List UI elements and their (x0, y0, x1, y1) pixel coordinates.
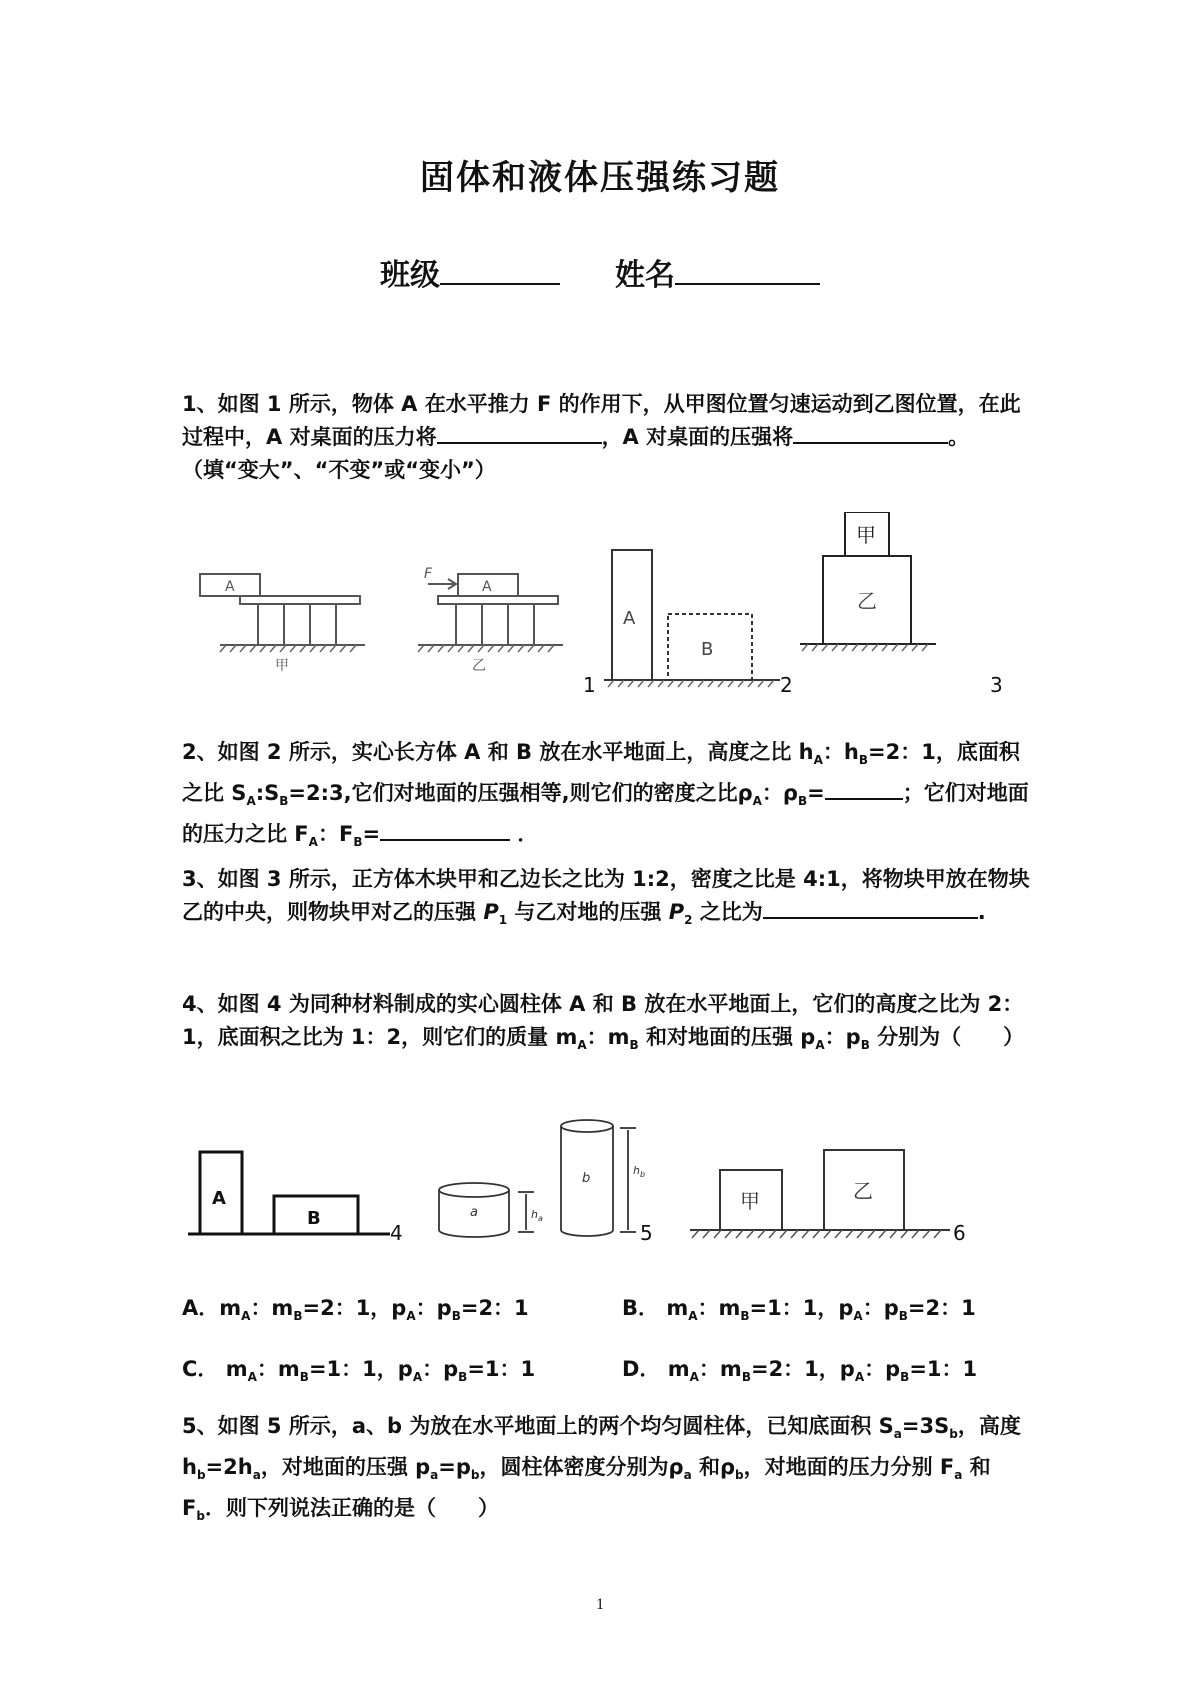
question-3 (182, 863, 1032, 937)
opt-text: ：p (415, 1296, 452, 1320)
q1-text-1: 1、如图 1 所示，物体 A 在水平推力 F 的作用下，从甲图位置匀速运动到乙图位置，在此过程中，A 对桌面的压力将 (182, 392, 1021, 449)
q3-text: . (977, 900, 986, 924)
opt-text: B． m (622, 1296, 689, 1320)
q3-text: 3、如图 3 所示，正方体木块甲和乙边长之比为 1:2，密度之比是 4:1，将物块甲放在物块乙的中央，则物块甲对乙的压强 (182, 867, 1030, 924)
opt-text: ：p (422, 1357, 459, 1381)
option-d[interactable] (622, 1353, 977, 1384)
figure-number-3: 3 (990, 673, 1003, 697)
opt-text: =2：1，p (750, 1357, 855, 1381)
q2-sub: A (752, 794, 762, 809)
opt-text: ：m (697, 1296, 741, 1320)
q2-text: =2：1，底面积之比 S (182, 740, 1020, 806)
q2-blank-2[interactable] (380, 839, 510, 841)
question-2 (182, 736, 1032, 860)
q5-sub: a (954, 1468, 963, 1483)
q4-sub: A (815, 1038, 825, 1053)
q5-text: ，对地面的压强 p (260, 1455, 431, 1480)
opt-text: =2：1，p (302, 1296, 407, 1320)
q5-sub: b (735, 1468, 744, 1483)
q5-text: =p (438, 1455, 471, 1480)
ground-hatching (220, 644, 928, 687)
q1-blank-2[interactable] (793, 442, 948, 444)
name-blank[interactable] (675, 283, 820, 285)
opt-text: =2：1 (460, 1296, 529, 1320)
q5-text: ，圆柱体密度分别为ρ (479, 1455, 684, 1480)
question-5 (182, 1410, 1032, 1534)
q3-text: 之比为 (692, 900, 763, 924)
page-title: 固体和液体压强练习题 (420, 158, 780, 198)
figure-number-2: 2 (780, 673, 793, 697)
fig1-yi-label-a: A (482, 579, 492, 595)
fig1-label-jia: 甲 (275, 658, 289, 674)
fig1-label-yi: 乙 (472, 658, 486, 674)
q5-sub: a (683, 1468, 692, 1483)
fig5-label-a: a (470, 1205, 478, 1220)
fig1-label-f: F (424, 566, 433, 582)
opt-sub: A (689, 1370, 699, 1385)
q5-sub: b (196, 1509, 205, 1524)
q5-sub: b (470, 1468, 480, 1483)
figure-number-6: 6 (953, 1221, 966, 1245)
q5-text: 和 F (182, 1455, 991, 1521)
q3-sub: 1 (498, 913, 508, 928)
opt-sub: A (241, 1309, 251, 1324)
opt-text: ：p (862, 1296, 899, 1320)
q4-sub: B (860, 1038, 870, 1053)
class-blank[interactable] (440, 283, 560, 285)
q3-var: P (483, 900, 499, 924)
q3-text: 与乙对地的压强 (507, 900, 669, 924)
figure-row-2 (180, 1108, 1020, 1254)
q4-sub: A (577, 1038, 587, 1053)
fig5-label-hb: $h_b$ (633, 1164, 646, 1179)
q5-text: ，高度 h (182, 1414, 1021, 1480)
q5-sub: a (252, 1468, 261, 1483)
question-1 (182, 388, 1032, 487)
q3-sub: 2 (684, 913, 693, 928)
fig1-label-a: A (225, 579, 235, 595)
opt-text: ：m (250, 1296, 294, 1320)
q2-text: ：F (317, 822, 354, 847)
fig4-label-a: A (212, 1188, 226, 1209)
opt-sub: A (853, 1309, 863, 1324)
page-number: 1 (596, 1596, 604, 1613)
q5-sub: a (430, 1468, 439, 1483)
opt-sub: B (293, 1309, 303, 1324)
q2-sub: A (813, 753, 823, 768)
q2-text: 2、如图 2 所示，实心长方体 A 和 B 放在水平地面上，高度之比 h (182, 740, 814, 764)
q1-blank-1[interactable] (437, 442, 602, 444)
q5-text: =3S (901, 1414, 950, 1438)
opt-text: =1：1 (909, 1357, 978, 1381)
q5-text: ，对地面的压力分别 F (743, 1455, 955, 1480)
fig5-cylinder-a-top (439, 1183, 509, 1197)
figure-6 (690, 1150, 950, 1230)
fig6-label-yi: 乙 (853, 1179, 873, 1203)
class-label: 班级 (380, 258, 441, 293)
q2-text: ：h (822, 740, 859, 764)
q2-text: :S (255, 781, 280, 806)
q5-text: 和ρ (691, 1455, 736, 1480)
q5-text: ．则下列说法正确的是（ ） (204, 1496, 499, 1521)
q2-sub: B (353, 835, 363, 850)
fig2-label-b: B (701, 639, 714, 660)
q2-text: ；它们对地面的压力之比 F (182, 781, 1029, 847)
opt-text: =1：1，p (308, 1357, 413, 1381)
opt-sub: B (741, 1370, 751, 1385)
opt-text: =2：1 (907, 1296, 976, 1320)
q2-sub: B (797, 794, 808, 809)
option-b[interactable] (622, 1292, 976, 1323)
opt-text: =1：1 (467, 1357, 536, 1381)
opt-sub: A (854, 1370, 865, 1385)
q2-text: = (362, 822, 381, 847)
fig4-label-b: B (307, 1208, 321, 1229)
q3-blank[interactable] (763, 917, 978, 919)
opt-sub: B (740, 1309, 750, 1324)
opt-text: ：m (256, 1357, 300, 1381)
fig3-label-jia: 甲 (856, 523, 876, 547)
fig6-label-jia: 甲 (740, 1189, 760, 1213)
ground-hatching-2 (692, 1230, 941, 1238)
q4-text: ：p (824, 1025, 861, 1049)
figure-number-1: 1 (583, 673, 596, 697)
q4-sub: B (629, 1038, 639, 1053)
q2-sub: B (279, 794, 289, 809)
figure-row-1 (180, 512, 1020, 702)
opt-text: ：m (698, 1357, 742, 1381)
q3-var: P (668, 900, 685, 924)
q2-sub: B (858, 753, 869, 768)
q2-sub: A (308, 835, 318, 850)
opt-sub: B (900, 1370, 910, 1385)
q2-text: = (807, 781, 825, 806)
opt-sub: A (412, 1370, 423, 1385)
q5-text: =2h (205, 1455, 253, 1480)
q4-text: ：m (586, 1025, 630, 1049)
q2-blank-1[interactable] (825, 798, 903, 800)
fig5-cylinder-b-top (561, 1120, 613, 1132)
opt-sub: B (898, 1309, 908, 1324)
opt-sub: B (299, 1370, 309, 1385)
option-c[interactable] (182, 1353, 535, 1384)
option-a[interactable] (182, 1292, 529, 1323)
opt-sub: B (458, 1370, 468, 1385)
q2-text: =2:3,它们对地面的压强相等,则它们的密度之比ρ (288, 781, 753, 806)
q4-text: 4、如图 4 为同种材料制成的实心圆柱体 A 和 B 放在水平地面上，它们的高度之比为 2：1，底面积之比为 1：2，则它们的质量 m (182, 992, 1024, 1049)
class-name-line (0, 250, 1200, 294)
fig5-label-b: b (582, 1171, 591, 1186)
opt-sub: A (406, 1309, 416, 1324)
opt-text: ：p (864, 1357, 901, 1381)
q5-sub: b (949, 1427, 958, 1442)
q5-text: 5、如图 5 所示，a、b 为放在水平地面上的两个均匀圆柱体，已知底面积 S (182, 1414, 894, 1438)
opt-text: C． m (182, 1357, 248, 1381)
q5-sub: b (196, 1468, 206, 1483)
opt-sub: B (451, 1309, 461, 1324)
opt-text: =1：1，p (749, 1296, 854, 1320)
q5-sub: a (893, 1427, 902, 1442)
opt-sub: A (688, 1309, 698, 1324)
q1-text-3: 。（填“变大”、“不变”或“变小”） (182, 425, 970, 482)
figure-number-4: 4 (390, 1221, 403, 1245)
fig5-label-ha: $h_a$ (531, 1208, 543, 1223)
q2-text: ：ρ (761, 781, 798, 806)
opt-sub: A (247, 1370, 257, 1385)
opt-text: A．m (182, 1296, 242, 1320)
figure-number-5: 5 (640, 1221, 653, 1245)
opt-text: D． m (622, 1357, 690, 1381)
name-label: 姓名 (614, 258, 675, 293)
q1-text-2: ，A 对桌面的压强将 (601, 425, 794, 449)
question-4 (182, 988, 1032, 1062)
fig3-label-yi: 乙 (857, 589, 877, 613)
fig2-label-a: A (623, 608, 636, 629)
q4-text: 和对地面的压强 p (638, 1025, 816, 1049)
q4-text: 分别为（ ） (869, 1025, 1025, 1049)
q2-text: ． (510, 822, 539, 847)
q2-sub: A (246, 794, 256, 809)
